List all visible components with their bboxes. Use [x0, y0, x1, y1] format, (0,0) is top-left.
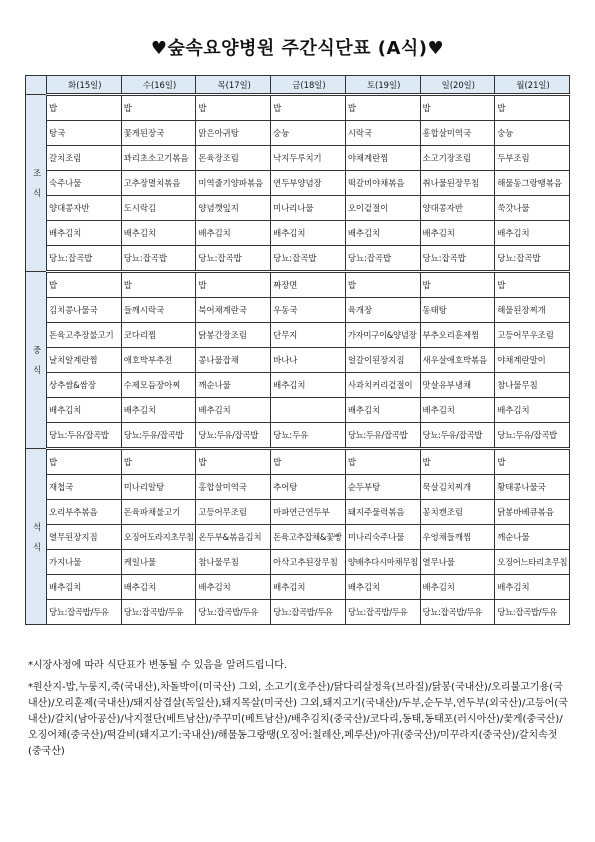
day-header: 금(18일): [271, 76, 346, 95]
menu-cell: 우엉채들깨찜: [420, 525, 495, 550]
meal-label: 조 식: [26, 95, 47, 272]
menu-row: [26, 246, 570, 272]
menu-cell: 배추김치: [271, 575, 346, 600]
notice-text: *시장사정에 따라 식단표가 변동될 수 있음을 알려드립니다.: [28, 660, 288, 671]
menu-cell: 깨순나물: [196, 373, 271, 398]
menu-cell: 해물된장찌개: [495, 298, 570, 323]
menu-cell: 마파연근연두부: [271, 500, 346, 525]
menu-row: [26, 449, 570, 475]
menu-cell: 사과치커리겉절이: [345, 373, 420, 398]
menu-cell: 배추김치: [420, 398, 495, 423]
menu-cell: 배추김치: [420, 575, 495, 600]
day-header: 일(20일): [420, 76, 495, 95]
menu-cell: 바나나: [271, 348, 346, 373]
origin-text: *원산지-밥,누룽지,죽(국내산),차돌박이(미국산) 그외, 소고기(호주산)/닭다리살정육(브라질)/닭봉(국내산)/오리불고기용(국내산)/오리훈제(국내산)/돼지삼겹살(독일산),돼지목살(미국산) 그외,돼지고기(국내산)/두부,순두부,연두부(외국산)/고등어(국내산)/갈치(남아공산)/낙지절단(베트남산)/주꾸미(베트남산)/배추김치(중국산)/코다리,동태,동태포(러시아산)/꽃게(중국산)/오징어채(중국산)/떡갈비(돼지고기:국내산)/해물동그랑땡(오징어:칠레산,페루산)/아귀(중국산)/미꾸라지(중국산)/갈치속젓(중국산): [28, 682, 568, 757]
menu-cell: 당뇨:잡곡밥/두유: [47, 600, 122, 625]
menu-cell: [271, 398, 346, 423]
menu-row: [26, 272, 570, 298]
menu-row: [26, 575, 570, 600]
menu-cell: 배추김치: [420, 221, 495, 246]
menu-cell: 배추김치: [345, 221, 420, 246]
menu-row: [26, 423, 570, 449]
menu-cell: 밥: [121, 272, 196, 298]
menu-cell: 밥: [271, 95, 346, 121]
menu-cell: 배추김치: [121, 398, 196, 423]
menu-cell: 당뇨:두유/잡곡밥: [345, 423, 420, 449]
menu-cell: 당뇨:잡곡밥/두유: [420, 600, 495, 625]
menu-cell: 김치콩나물국: [47, 298, 122, 323]
menu-cell: 닭봉간장조림: [196, 323, 271, 348]
page-title: ♥숲속요양병원 주간식단표 (A식)♥: [150, 38, 445, 59]
menu-cell: 밥: [420, 95, 495, 121]
menu-cell: 고등어무우조림: [495, 323, 570, 348]
menu-row: [26, 475, 570, 500]
menu-cell: 밥: [47, 95, 122, 121]
menu-cell: 밥: [420, 272, 495, 298]
notes: [28, 658, 568, 766]
menu-cell: 온두부&볶음김치: [196, 525, 271, 550]
menu-cell: 양념깻잎지: [196, 196, 271, 221]
menu-cell: 꽃게된장국: [121, 121, 196, 146]
menu-cell: 들깨시락국: [121, 298, 196, 323]
menu-cell: 단무지: [271, 323, 346, 348]
menu-cell: 갈치조림: [47, 146, 122, 171]
menu-cell: 당뇨:두유/잡곡밥: [196, 423, 271, 449]
menu-cell: 밥: [495, 449, 570, 475]
menu-cell: 가지나물: [47, 550, 122, 575]
menu-cell: 당뇨:잡곡밥: [271, 246, 346, 272]
menu-cell: 당뇨:두유: [271, 423, 346, 449]
menu-cell: 숭늉: [271, 121, 346, 146]
menu-row: [26, 121, 570, 146]
menu-cell: 연두부양념장: [271, 171, 346, 196]
menu-row: [26, 221, 570, 246]
menu-cell: 당뇨:잡곡밥: [121, 246, 196, 272]
menu-cell: 오이겉절이: [345, 196, 420, 221]
menu-cell: 당뇨:잡곡밥/두유: [271, 600, 346, 625]
menu-cell: 당뇨:잡곡밥/두유: [121, 600, 196, 625]
day-header: 목(17일): [196, 76, 271, 95]
menu-row: [26, 323, 570, 348]
menu-cell: 숭늉: [495, 121, 570, 146]
menu-cell: 밥: [121, 95, 196, 121]
menu-cell: 떡갈비야채볶음: [345, 171, 420, 196]
menu-row: [26, 146, 570, 171]
menu-cell: 당뇨:잡곡밥: [420, 246, 495, 272]
menu-cell: 가자미구이&양념장: [345, 323, 420, 348]
day-header: 토(19일): [345, 76, 420, 95]
menu-cell: 밥: [495, 272, 570, 298]
menu-cell: 시락국: [345, 121, 420, 146]
menu-cell: 밥: [121, 449, 196, 475]
menu-cell: 묵살김치찌개: [420, 475, 495, 500]
menu-cell: 밥: [47, 272, 122, 298]
menu-cell: 배추김치: [196, 398, 271, 423]
menu-cell: 배추김치: [47, 221, 122, 246]
menu-cell: 날치알계란찜: [47, 348, 122, 373]
menu-cell: 케일나물: [121, 550, 196, 575]
menu-cell: 오징어느타리초무침: [495, 550, 570, 575]
menu-cell: 당뇨:두유/잡곡밥: [47, 423, 122, 449]
menu-row: [26, 95, 570, 121]
menu-cell: 배추김치: [196, 221, 271, 246]
day-header: 수(16일): [121, 76, 196, 95]
menu-body: [26, 95, 570, 625]
menu-cell: 미나리알탕: [121, 475, 196, 500]
menu-cell: 당뇨:두유/잡곡밥: [420, 423, 495, 449]
menu-cell: 당뇨:잡곡밥/두유: [345, 600, 420, 625]
menu-cell: 맑은아귀탕: [196, 121, 271, 146]
menu-row: [26, 525, 570, 550]
menu-cell: 밥: [196, 272, 271, 298]
menu-cell: 양대콩자반: [420, 196, 495, 221]
menu-cell: 소고기장조림: [420, 146, 495, 171]
menu-cell: 닭봉바베큐볶음: [495, 500, 570, 525]
menu-cell: 취나물된장무침: [420, 171, 495, 196]
menu-cell: 아삭고추된장무침: [271, 550, 346, 575]
day-header: 화(15일): [47, 76, 122, 95]
menu-cell: 애호박부추전: [121, 348, 196, 373]
menu-cell: 밥: [196, 95, 271, 121]
menu-cell: 오리부추볶음: [47, 500, 122, 525]
menu-cell: 밥: [196, 449, 271, 475]
menu-cell: 북어채계란국: [196, 298, 271, 323]
menu-cell: 당뇨:잡곡밥/두유: [196, 600, 271, 625]
menu-cell: 황태콩나물국: [495, 475, 570, 500]
menu-cell: 맛살유부냉채: [420, 373, 495, 398]
menu-cell: 배추김치: [271, 373, 346, 398]
menu-cell: 야채계란찜: [345, 146, 420, 171]
menu-cell: 수제모듬장아찌: [121, 373, 196, 398]
meal-label: 중 식: [26, 272, 47, 449]
menu-cell: 해물동그랑땡볶음: [495, 171, 570, 196]
menu-row: [26, 373, 570, 398]
menu-cell: 깨순나물: [495, 525, 570, 550]
menu-cell: 돈육파채불고기: [121, 500, 196, 525]
menu-cell: 야채계란말이: [495, 348, 570, 373]
menu-cell: 낙지두루치기: [271, 146, 346, 171]
menu-row: [26, 298, 570, 323]
menu-cell: 참나물무침: [495, 373, 570, 398]
menu-cell: 밥: [47, 449, 122, 475]
menu-cell: 두부조림: [495, 146, 570, 171]
menu-cell: 오징어도라지초무침: [121, 525, 196, 550]
menu-cell: 미역줄기양파볶음: [196, 171, 271, 196]
menu-cell: 당뇨:잡곡밥: [196, 246, 271, 272]
menu-cell: 콩나물잡채: [196, 348, 271, 373]
menu-row: [26, 550, 570, 575]
menu-cell: 배추김치: [121, 221, 196, 246]
menu-row: [26, 348, 570, 373]
menu-cell: 당뇨:두유/잡곡밥: [121, 423, 196, 449]
menu-cell: 열무된장지짐: [47, 525, 122, 550]
menu-cell: 새우살애호박볶음: [420, 348, 495, 373]
menu-cell: 양배추다시마채무침: [345, 550, 420, 575]
menu-cell: 동태탕: [420, 298, 495, 323]
menu-row: [26, 171, 570, 196]
menu-cell: 밥: [345, 449, 420, 475]
menu-cell: 배추김치: [121, 575, 196, 600]
day-header: 월(21일): [495, 76, 570, 95]
menu-cell: 재첩국: [47, 475, 122, 500]
menu-cell: 탕국: [47, 121, 122, 146]
menu-cell: 배추김치: [345, 398, 420, 423]
menu-cell: 추어탕: [271, 475, 346, 500]
menu-cell: 흥합살미역국: [420, 121, 495, 146]
meal-label: 석 식: [26, 449, 47, 625]
menu-cell: 밥: [345, 272, 420, 298]
menu-cell: 꽈리초소고기볶음: [121, 146, 196, 171]
menu-cell: 밥: [271, 449, 346, 475]
menu-cell: 당뇨:잡곡밥: [495, 246, 570, 272]
menu-cell: 고등어무조림: [196, 500, 271, 525]
menu-cell: 돈육고추장불고기: [47, 323, 122, 348]
menu-cell: 돈육장조림: [196, 146, 271, 171]
header-corner: [26, 76, 47, 95]
menu-cell: 육개장: [345, 298, 420, 323]
menu-cell: 돈육고추잡채&꽃빵: [271, 525, 346, 550]
menu-cell: 밥: [345, 95, 420, 121]
menu-cell: 쑥갓나물: [495, 196, 570, 221]
menu-row: [26, 196, 570, 221]
menu-cell: 상추쌈&쌈장: [47, 373, 122, 398]
menu-cell: 밥: [420, 449, 495, 475]
menu-cell: 도시락김: [121, 196, 196, 221]
weekly-menu-table: [25, 75, 570, 625]
menu-row: [26, 600, 570, 625]
menu-cell: 배추김치: [345, 575, 420, 600]
menu-cell: 고추장멸치볶음: [121, 171, 196, 196]
menu-cell: 꽁치캔조림: [420, 500, 495, 525]
menu-cell: 배추김치: [47, 575, 122, 600]
menu-cell: 배추김치: [495, 221, 570, 246]
menu-cell: 숙주나물: [47, 171, 122, 196]
menu-cell: 참나물무침: [196, 550, 271, 575]
menu-cell: 배추김치: [47, 398, 122, 423]
menu-cell: 밥: [495, 95, 570, 121]
menu-cell: 당뇨:잡곡밥/두유: [495, 600, 570, 625]
menu-cell: 배추김치: [495, 398, 570, 423]
menu-cell: 당뇨:두유/잡곡밥: [495, 423, 570, 449]
menu-row: [26, 500, 570, 525]
menu-cell: 당뇨:잡곡밥: [345, 246, 420, 272]
menu-cell: 우동국: [271, 298, 346, 323]
menu-cell: 코다리찜: [121, 323, 196, 348]
day-header-row: [26, 76, 570, 95]
menu-cell: 배추김치: [196, 575, 271, 600]
menu-cell: 돼지주물럭볶음: [345, 500, 420, 525]
menu-cell: 열무나물: [420, 550, 495, 575]
menu-cell: 미나리나물: [271, 196, 346, 221]
menu-cell: 양대콩자반: [47, 196, 122, 221]
menu-cell: 홍합살미역국: [196, 475, 271, 500]
menu-cell: 배추김치: [271, 221, 346, 246]
menu-cell: 당뇨:잡곡밥: [47, 246, 122, 272]
menu-cell: 짜장면: [271, 272, 346, 298]
menu-cell: 순두부탕: [345, 475, 420, 500]
menu-cell: 미나리숙주나물: [345, 525, 420, 550]
menu-row: [26, 398, 570, 423]
menu-cell: 얼갈이된장지짐: [345, 348, 420, 373]
menu-cell: 부추오리훈제찜: [420, 323, 495, 348]
menu-cell: 배추김치: [495, 575, 570, 600]
